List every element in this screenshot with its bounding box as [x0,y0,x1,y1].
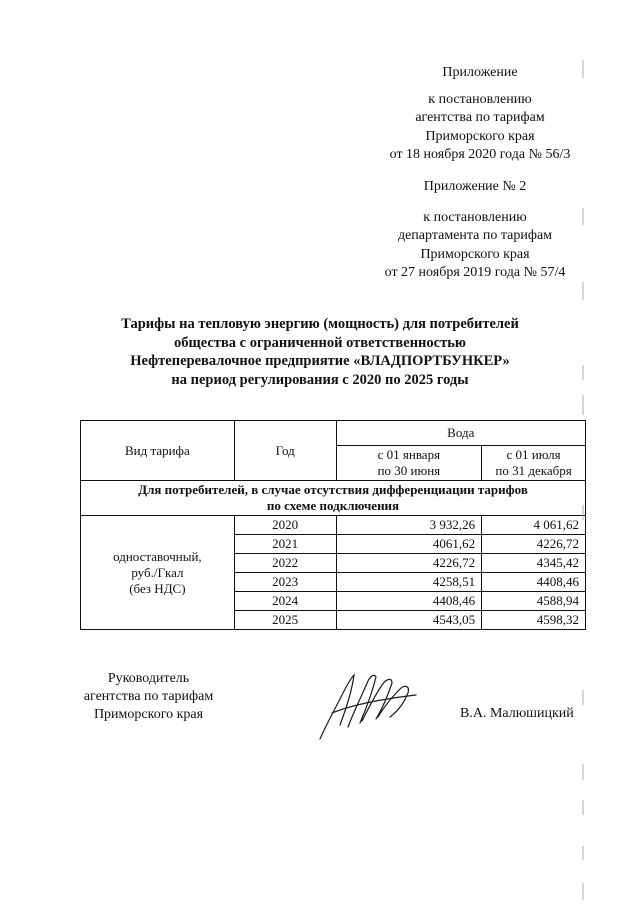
header-period-2 [482,446,586,481]
h1-value-cell: 3 932,26 [336,516,482,535]
appendix-1-title: Приложение [442,65,518,80]
appendix-2-line: департамента по тарифам [397,228,553,243]
handwritten-signature [312,665,432,745]
header-period-1-line: по 30 июня [377,463,441,478]
tariff-name-line: руб./Гкал [131,564,184,580]
h2-value-cell: 4226,72 [482,535,586,554]
appendix-2-block [355,178,595,283]
header-period-1 [336,446,482,481]
h2-value-cell: 4408,46 [482,573,586,592]
h1-value-cell: 4061,62 [336,535,482,554]
table-row [81,516,586,535]
appendix-2-line: Приморского края [420,246,530,262]
header-water: Вода [336,421,585,446]
tariff-name-line: одноставочный, [113,548,202,564]
appendix-1-block [360,64,600,165]
tariff-table [80,420,586,630]
header-period-2-line: по 31 декабря [495,463,572,478]
header-period-2-line: с 01 июля [506,447,561,462]
year-cell: 2024 [234,592,336,611]
tariff-name-line: (без НДС) [129,580,186,596]
appendix-1-line: к постановлению [428,91,532,107]
appendix-2-line: от 27 ноября 2019 года № 57/4 [384,265,566,280]
signatory-position [66,670,231,724]
appendix-1-line: агентства по тарифам [415,110,545,125]
signatory-position-line: Приморского края [93,707,204,722]
h1-value-cell: 4258,51 [336,573,482,592]
document-title [80,315,560,389]
h2-value-cell: 4345,42 [482,554,586,573]
year-cell: 2025 [234,611,336,630]
title-line: на период регулирования с 2020 по 2025 годы [171,371,469,388]
appendix-1-line: Приморского края [425,128,535,144]
h1-value-cell: 4543,05 [336,611,482,630]
scan-edge-marks [580,0,592,905]
h1-value-cell: 4408,46 [336,592,482,611]
group-title-line: Для потребителей, в случае отсутствия дифференциации тарифов [138,482,528,497]
year-cell: 2021 [234,535,336,554]
title-line: Нефтеперевалочное предприятие «ВЛАДПОРТБУНКЕР» [130,353,510,369]
signatory-name: В.А. Малюшицкий [460,706,574,721]
h2-value-cell: 4598,32 [482,611,586,630]
title-line: общества с ограниченной ответственностью [174,334,466,351]
header-year: Год [234,421,336,481]
header-tariff-type: Вид тарифа [81,421,235,481]
appendix-2-line: к постановлению [423,209,527,225]
h1-value-cell: 4226,72 [336,554,482,573]
group-title-line: по схеме подключения [266,498,400,513]
header-period-1-line: с 01 января [377,447,441,462]
h2-value-cell: 4588,94 [482,592,586,611]
signatory-position-line: Руководитель [107,671,190,686]
year-cell: 2023 [234,573,336,592]
title-line: Тарифы на тепловую энергию (мощность) для потребителей [121,316,519,332]
group-title [81,481,586,516]
appendix-2-title: Приложение № 2 [423,179,527,194]
year-cell: 2022 [234,554,336,573]
signatory-position-line: агентства по тарифам [83,689,214,704]
appendix-1-line: от 18 ноября 2020 года № 56/3 [389,147,571,162]
year-cell: 2020 [234,516,336,535]
h2-value-cell: 4 061,62 [482,516,586,535]
tariff-name-cell [81,516,235,630]
